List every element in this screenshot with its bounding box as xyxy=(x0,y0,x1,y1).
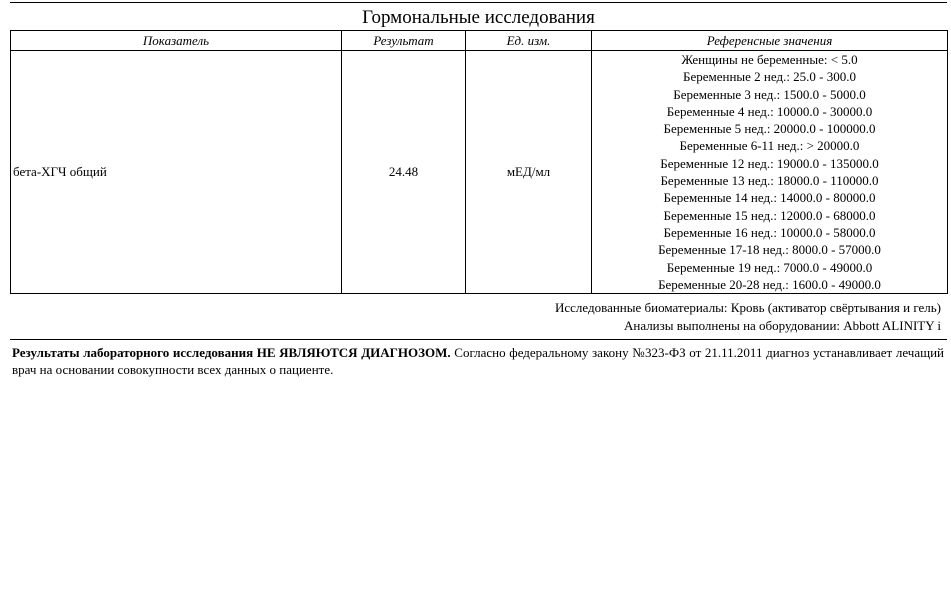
reference-line: Беременные 17-18 нед.: 8000.0 - 57000.0 xyxy=(658,242,881,258)
header-unit: Ед. изм. xyxy=(466,31,592,51)
reference-line: Беременные 6-11 нед.: > 20000.0 xyxy=(679,138,860,154)
reference-line: Беременные 14 нед.: 14000.0 - 80000.0 xyxy=(663,190,876,206)
reference-line: Беременные 5 нед.: 20000.0 - 100000.0 xyxy=(663,121,876,137)
reference-line: Беременные 3 нед.: 1500.0 - 5000.0 xyxy=(673,86,866,102)
header-result: Результат xyxy=(342,31,466,51)
cell-result: 24.48 xyxy=(342,51,466,294)
top-divider xyxy=(10,2,947,3)
reference-line: Беременные 16 нед.: 10000.0 - 58000.0 xyxy=(663,224,876,240)
bottom-divider xyxy=(10,339,947,340)
reference-line: Женщины не беременные: < 5.0 xyxy=(681,52,858,67)
disclaimer xyxy=(12,344,944,378)
table-row xyxy=(11,51,948,294)
results-table xyxy=(10,30,948,294)
equipment-note: Анализы выполнены на оборудовании: Abbott ALINITY i xyxy=(623,318,941,333)
reference-line: Беременные 15 нед.: 12000.0 - 68000.0 xyxy=(663,207,876,223)
reference-line: Беременные 4 нед.: 10000.0 - 30000.0 xyxy=(666,103,873,119)
biomaterial-note: Исследованные биоматериалы: Кровь (активатор свёртывания и гель) xyxy=(554,300,941,315)
reference-line: Беременные 13 нед.: 18000.0 - 110000.0 xyxy=(660,173,879,189)
table-header-row xyxy=(11,31,948,51)
reference-line: Беременные 20-28 нед.: 1600.0 - 49000.0 xyxy=(658,276,881,292)
cell-parameter: бета-ХГЧ общий xyxy=(11,51,342,294)
header-reference: Референсные значения xyxy=(592,31,948,51)
disclaimer-text: Согласно федеральному закону №323-ФЗ от 21.11.2011 диагноз устанавливает лечащий врач на основании совокупности всех данных о пациенте. xyxy=(12,345,945,377)
section-title: Гормональные исследования xyxy=(362,7,595,28)
cell-unit: мЕД/мл xyxy=(466,51,592,294)
reference-line: Беременные 19 нед.: 7000.0 - 49000.0 xyxy=(666,259,873,275)
disclaimer-bold: Результаты лабораторного исследования НЕ ЯВЛЯЮТСЯ ДИАГНОЗОМ. xyxy=(12,345,451,360)
reference-line: Беременные 12 нед.: 19000.0 - 135000.0 xyxy=(660,155,879,171)
reference-line: Беременные 2 нед.: 25.0 - 300.0 xyxy=(682,69,857,85)
header-parameter: Показатель xyxy=(11,31,342,51)
cell-reference xyxy=(592,51,948,294)
